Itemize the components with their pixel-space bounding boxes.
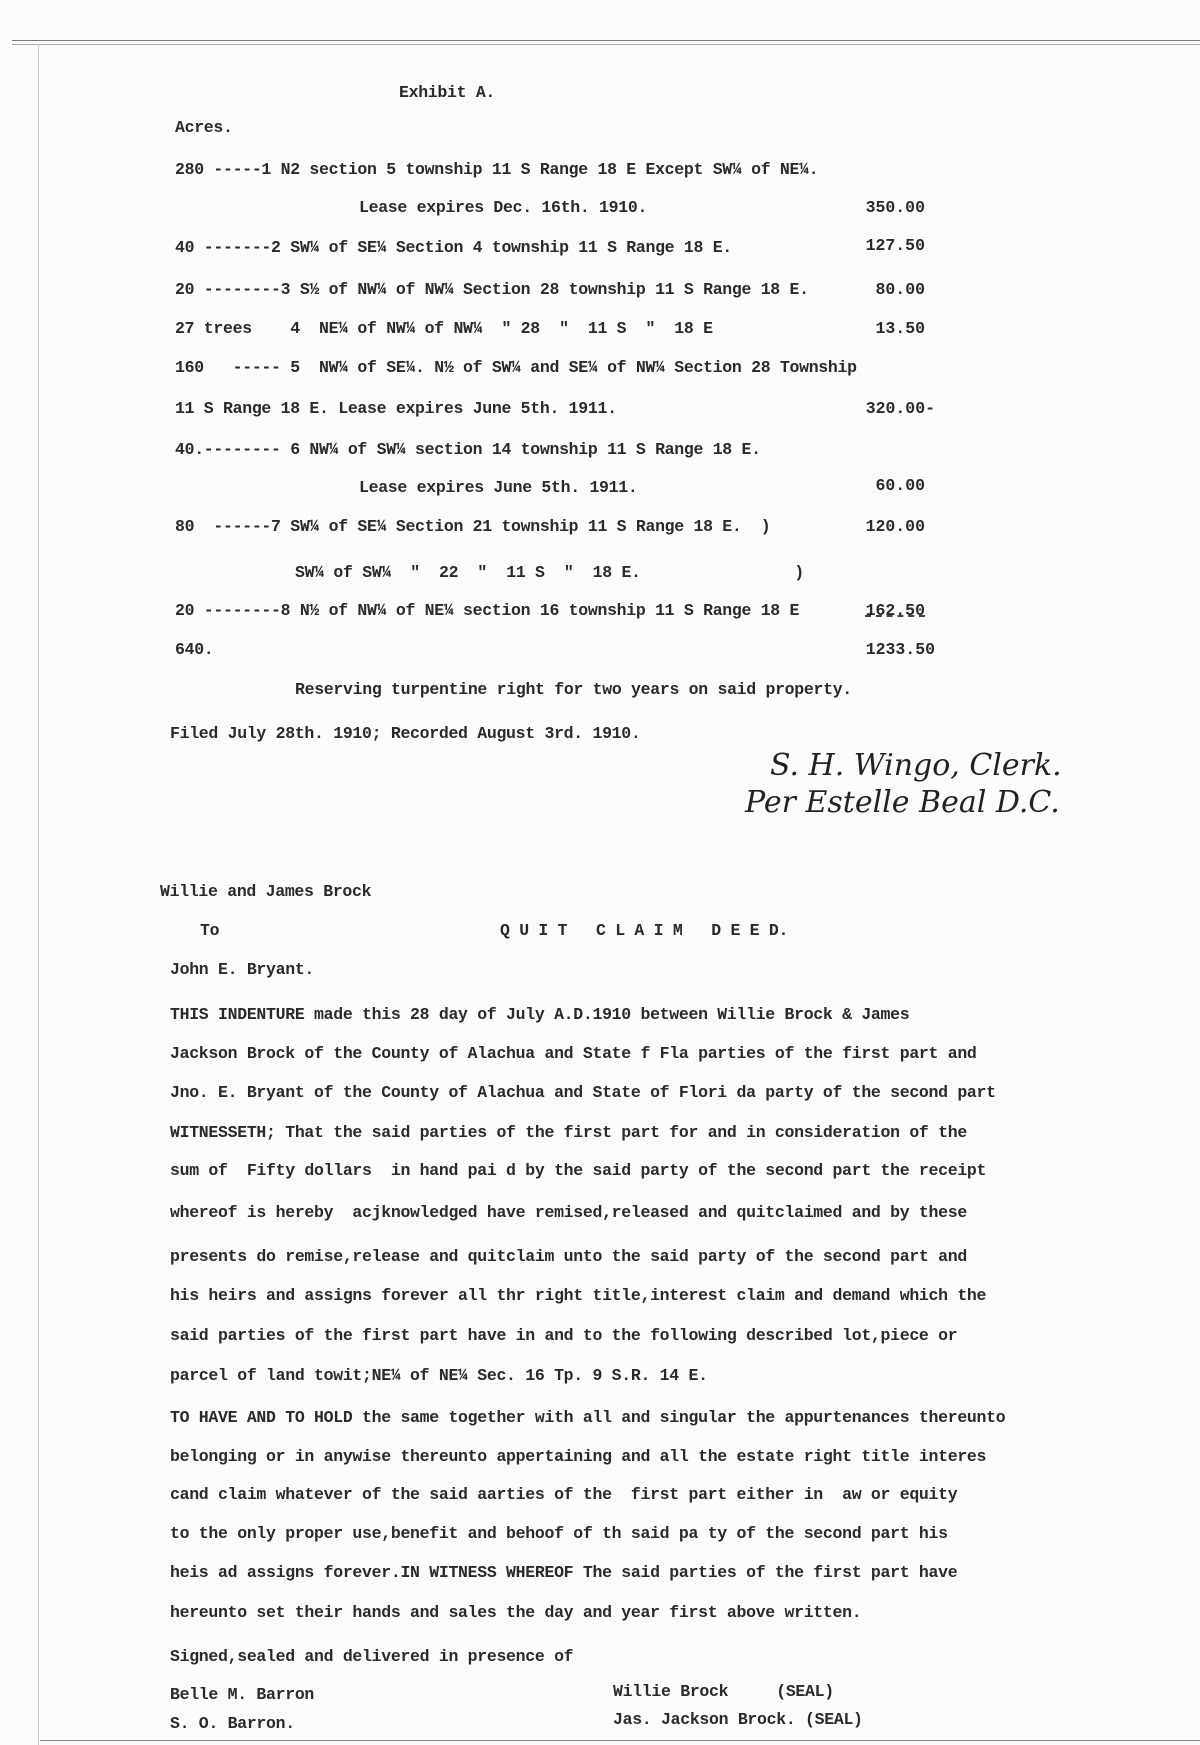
exhibit-entry: 160 ----- 5 NW¼ of SE¼. N½ of SW¼ and SE¼ of NW¼ Section 28 Township [175, 358, 857, 377]
entry-amount: 120.00 [865, 517, 925, 536]
exhibit-entry: Lease expires Dec. 16th. 1910. [359, 198, 648, 217]
exhibit-entry: Lease expires June 5th. 1911. [359, 478, 638, 497]
acres-header: Acres. [175, 118, 233, 137]
reservation-note: Reserving turpentine right for two years on said property. [295, 680, 852, 699]
deputy-signature: Per Estelle Beal D.C. [745, 785, 1060, 820]
deed-title: Q U I T C L A I M D E E D. [500, 921, 789, 940]
witness-name: Belle M. Barron [170, 1685, 315, 1704]
entry-amount: 127.50 [865, 236, 925, 255]
page-top-edge [12, 40, 1200, 45]
deed-body-line: to the only proper use,benefit and behoof of th said pa ty of the second part his [170, 1524, 948, 1543]
entry-amount: 80.00 [875, 280, 925, 299]
exhibit-entry: SW¼ of SW¼ " 22 " 11 S " 18 E. ) [295, 563, 804, 582]
deed-body-line: THIS INDENTURE made this 28 day of July A.D.1910 between Willie Brock & James [170, 1005, 910, 1024]
deed-body-line: heis ad assigns forever.IN WITNESS WHEREOF The said parties of the first part have [170, 1563, 958, 1582]
deed-body-line: Jackson Brock of the County of Alachua and State f Fla parties of the first part and [170, 1044, 977, 1063]
deed-body-line: whereof is hereby acjknowledged have remised,released and quitclaimed and by these [170, 1203, 967, 1222]
deed-to: To [200, 921, 220, 940]
exhibit-entry: 80 ------7 SW¼ of SE¼ Section 21 township 11 S Range 18 E. ) [175, 517, 771, 536]
deed-grantors: Willie and James Brock [160, 882, 372, 901]
signer-name: Jas. Jackson Brock. (SEAL) [613, 1710, 863, 1729]
exhibit-entry: 40 -------2 SW¼ of SE¼ Section 4 township 11 S Range 18 E. [175, 238, 732, 257]
page-bottom-edge [40, 1740, 1200, 1741]
exhibit-entry: 40.-------- 6 NW¼ of SW¼ section 14 township 11 S Range 18 E. [175, 440, 761, 459]
deed-body-line: said parties of the first part have in and to the following described lot,piece or [170, 1326, 958, 1345]
page-left-edge [38, 44, 39, 1745]
entry-amount: 162.50 [865, 601, 925, 620]
deed-body-line: parcel of land towit;NE¼ of NE¼ Sec. 16 Tp. 9 S.R. 14 E. [170, 1366, 708, 1385]
entry-amount: 320.00- [865, 399, 935, 418]
deed-body-line: TO HAVE AND TO HOLD the same together with all and singular the appurtenances thereunto [170, 1408, 1006, 1427]
filed-recorded: Filed July 28th. 1910; Recorded August 3rd. 1910. [170, 724, 641, 743]
deed-body-line: Jno. E. Bryant of the County of Alachua and State of Flori da party of the second part [170, 1083, 996, 1102]
total-amount: 1233.50 [865, 640, 935, 659]
deed-body-line: WITNESSETH; That the said parties of the first part for and in consideration of the [170, 1123, 967, 1142]
deed-body-line: sum of Fifty dollars in hand pai d by the said party of the second part the receipt [170, 1161, 987, 1180]
witness-name: S. O. Barron. [170, 1714, 295, 1733]
exhibit-entry: 11 S Range 18 E. Lease expires June 5th. 1911. [175, 399, 617, 418]
entry-amount: 13.50 [875, 319, 925, 338]
deed-body-line: cand claim whatever of the said aarties of the first part either in aw or equity [170, 1485, 958, 1504]
entry-amount: 60.00 [875, 476, 925, 495]
deed-body-line: his heirs and assigns forever all thr right title,interest claim and demand which the [170, 1286, 987, 1305]
clerk-signature: S. H. Wingo, Clerk. [770, 748, 1062, 783]
deed-grantee: John E. Bryant. [170, 960, 315, 979]
deed-body-line: presents do remise,release and quitclaim unto the said party of the second part and [170, 1247, 967, 1266]
entry-amount: 350.00 [865, 198, 925, 217]
exhibit-title: Exhibit A. [399, 83, 496, 102]
deed-body-line: belonging or in anywise thereunto appertaining and all the estate right title interes [170, 1447, 987, 1466]
signer-name: Willie Brock (SEAL) [613, 1682, 834, 1701]
deed-body-line: hereunto set their hands and sales the day and year first above written. [170, 1603, 862, 1622]
exhibit-entry: 20 --------8 N½ of NW¼ of NE¼ section 16 township 11 S Range 18 E [175, 601, 800, 620]
deed-body-line: Signed,sealed and delivered in presence of [170, 1647, 574, 1666]
exhibit-entry: 640. [175, 640, 214, 659]
exhibit-entry: 280 -----1 N2 section 5 township 11 S Range 18 E Except SW¼ of NE¼. [175, 160, 819, 179]
exhibit-entry: 20 --------3 S½ of NW¼ of NW¼ Section 28 township 11 S Range 18 E. [175, 280, 809, 299]
exhibit-entry: 27 trees 4 NE¼ of NW¼ of NW¼ " 28 " 11 S " 18 E [175, 319, 713, 338]
